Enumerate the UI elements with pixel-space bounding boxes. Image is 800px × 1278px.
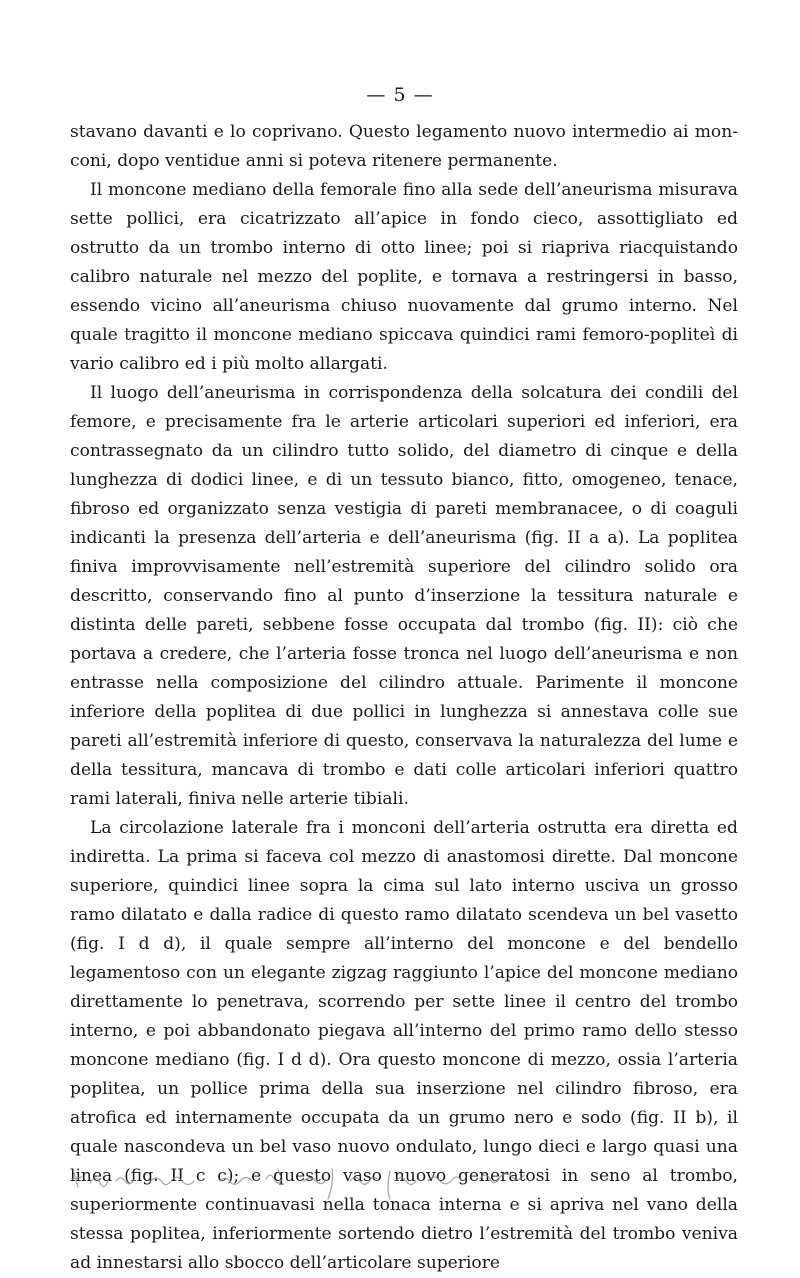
handwritten-note xyxy=(70,1165,590,1205)
body-text xyxy=(70,118,738,1278)
page-number: — 5 — xyxy=(366,84,434,106)
paragraph-4: La circolazione laterale fra i monconi dell’arteria ostrutta era diretta ed indiretta. La prima si faceva col mezzo di anastomosi dirette. Dal moncone superiore, quindici linee sopra la cima sul lato interno usciva un grosso ramo dilatato e dalla radice di questo ramo dilatato scendeva un bel vasetto (fig. I d d), il quale sempre all’interno del moncone e del bendello legamentoso con un elegante zigzag raggiunto l’apice del moncone mediano direttamente lo penetrava, scorrendo per sette linee il centro del trombo interno, e poi abbandonato piegava all’interno del primo ramo dello stesso moncone mediano (fig. I d d). Ora questo moncone di mezzo, ossia l’arteria poplitea, un pollice prima della sua inserzione nel cilindro fibroso, era atrofica ed internamente occupata da un grumo nero e sodo (fig. II b), il quale nascondeva un bel vaso nuovo ondulato, lungo dieci e largo quasi una linea (fig. II c c); e questo vaso nuovo generatosi in seno al trombo, superiormente continuavasi nella tonaca interna e si apriva nel vano della stessa poplitea, inferiormente sortendo dietro l’estremità del trombo veniva ad innestarsi allo sbocco dell’articolare superiore xyxy=(70,818,738,1273)
paragraph-1: stavano davanti e lo coprivano. Questo legamento nuovo intermedio ai monconi, dopo ventidue anni si poteva ritenere permanente. xyxy=(70,122,738,171)
paragraph-3: Il luogo dell’aneurisma in corrispondenza della solcatura dei condili del femore, e precisamente fra le arterie articolari superiori ed inferiori, era contrassegnato da un cilindro tutto solido, del diametro di cinque e della lunghezza di dodici linee, e di un tessuto bianco, fitto, omogeneo, tenace, fibroso ed organizzato senza vestigia di pareti membranacee, o di coaguli indicanti la presenza dell’arteria e dell’aneurisma (fig. II a a). La poplitea finiva improvvisamente nell’estremità superiore del cilindro solido ora descritto, conservando fino al punto d’inserzione la tessitura naturale e distinta delle pareti, sebbene fosse occupata dal trombo (fig. II): ciò che portava a credere, che l’arteria fosse tronca nel luogo dell’aneurisma e non entrasse nella composizione del cilindro attuale. Parimente il moncone inferiore della poplitea di due pollici in lunghezza si annestava colle sue pareti all’estremità inferiore di questo, conservava la naturalezza del lume e della tessitura, mancava di trombo e dati colle articolari inferiori quattro rami laterali, finiva nelle arterie tibiali. xyxy=(70,383,738,809)
paragraph-2: Il moncone mediano della femorale fino alla sede dell’aneurisma misurava sette pollici, era cicatrizzato all’apice in fondo cieco, assottigliato ed ostrutto da un trombo interno di otto linee; poi si riapriva riacquistando calibro naturale nel mezzo del poplite, e tornava a restringersi in basso, essendo vicino all’aneurisma chiuso nuovamente dal grumo interno. Nel quale tragitto il moncone mediano spiccava quindici rami femoro-popliteì di vario calibro ed i più molto allargati. xyxy=(70,180,738,374)
